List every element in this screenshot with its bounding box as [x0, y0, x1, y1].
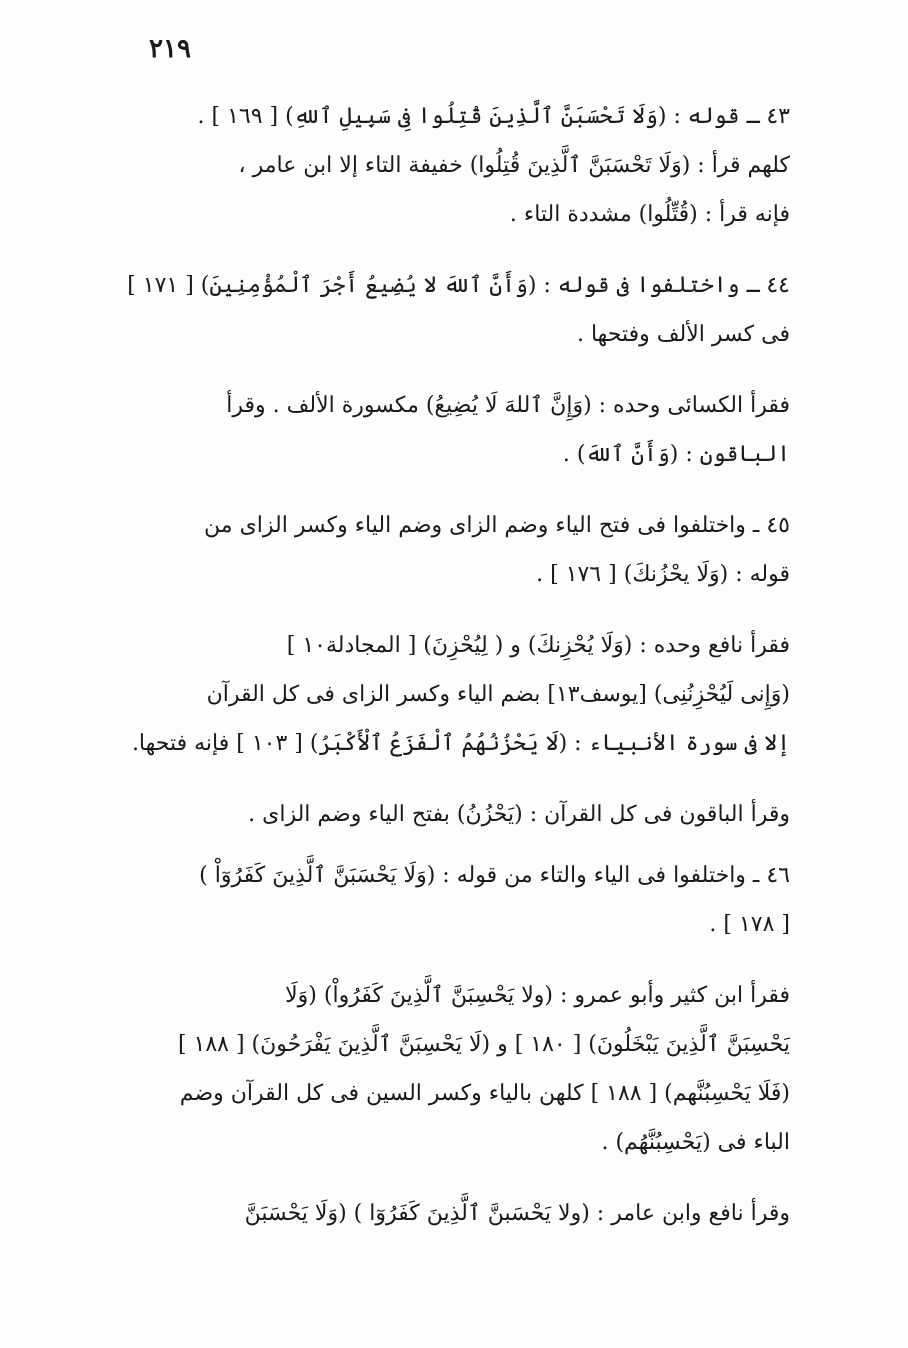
paragraph: [131, 621, 790, 768]
text-line: فقرأ نافع وحده : (وَلَا يُحْزِنكَ) و ( لِيُحْزِنَ) [ المجادلة١٠ ]: [286, 633, 790, 658]
text-line: (فَلَا يَحْسِبُنَّهم) [ ١٨٨ ] كلهن بالياء وكسر السين فى كل القرآن وضم: [179, 1081, 790, 1106]
text-line: فإنه قرأ : (قُتِّلُوا) مشددة التاء .: [509, 202, 790, 227]
text-line: ٤٤ ـ واختلفوا فى قوله : (وَأَنَّ ٱللهَ لا يُضِيعُ أَجْرَ ٱلْمُؤْمِنِينَ) [ ١٧١ ]: [127, 273, 790, 298]
text-line: كلهم قرأ : (وَلَا تَحْسَبَنَّ ٱلَّذِينَ قُتِلُوا) خفيفة التاء إلا ابن عامر ،: [238, 153, 790, 178]
paragraph: [150, 851, 790, 949]
text-line: [ ١٧٨ ] .: [709, 912, 790, 937]
paragraph: [150, 381, 790, 479]
text-line: ٤٣ ـ قوله : (وَلَا تَحْسَبَنَّ ٱلَّذِينَ قُتِلُوا فِى سَبِيلِ ٱللهِ) [ ١٦٩ ] .: [197, 104, 790, 129]
text-line: وقرأ الباقون فى كل القرآن : (يَحْزُنُ) بفتح الياء وضم الزاى .: [248, 802, 790, 827]
text-line: (وَإِنى لَيُحْزِنُنِى) [يوسف١٣] بضم الياء وكسر الزاى فى كل القرآن: [206, 682, 790, 707]
paragraph: [127, 261, 790, 359]
text-line: ٤٦ ـ واختلفوا فى الياء والتاء من قوله : (وَلَا يَحْسَبَنَّ ٱلَّذِينَ كَفَرُوٓاْ ): [199, 863, 790, 888]
paragraph: [150, 971, 790, 1167]
text-line: فى كسر الألف وفتحها .: [576, 322, 790, 347]
text-line: وقرأ نافع وابن عامر : (ولا يَحْسَبنَّ ٱلَّذِينَ كَفَرُوٓا ) (وَلَا يَحْسَبَنَّ: [244, 1201, 790, 1226]
text-line: الباء فى (يَحْسِبُنَّهُم) .: [601, 1130, 790, 1155]
text-line: فقرأ الكسائى وحده : (وَإِنَّ ٱللهَ لَا يُضِيعُ) مكسورة الألف . وقرأ: [226, 393, 790, 418]
paragraph: [150, 1189, 790, 1238]
paragraph: [150, 501, 790, 599]
text-line: إلا فى سورة الأنبياء : (لَا يَحْزُنُهُمُ ٱلْفَزَعُ ٱلْأَكْبَرُ) [ ١٠٣ ] فإنه فتحها.: [131, 731, 790, 756]
text-line: الباقون : (وَأَنَّ ٱللهَ) .: [562, 442, 790, 467]
text-line: يَحْسِبَنَّ ٱلَّذِينَ يَبْخَلُونَ) [ ١٨٠ ] و (لَا يَحْسِبَنَّ ٱلَّذِينَ يَفْرَحُونَ) [ ١٨٨ ]: [177, 1032, 790, 1057]
page-body: [127, 92, 790, 1250]
page-number: ٢١٩: [149, 34, 191, 64]
text-line: فقرأ ابن كثير وأبو عمرو : (ولا يَحْسِبَنَّ ٱلَّذِينَ كَفَرُواْ) (وَلَا: [285, 983, 790, 1008]
text-line: ٤٥ ـ واختلفوا فى فتح الياء وضم الزاى وضم الياء وكسر الزاى من: [204, 513, 790, 538]
paragraph: [150, 92, 790, 239]
text-line: قوله : (وَلَا يحْزُنكَ) [ ١٧٦ ] .: [536, 562, 790, 587]
paragraph: [150, 790, 790, 839]
